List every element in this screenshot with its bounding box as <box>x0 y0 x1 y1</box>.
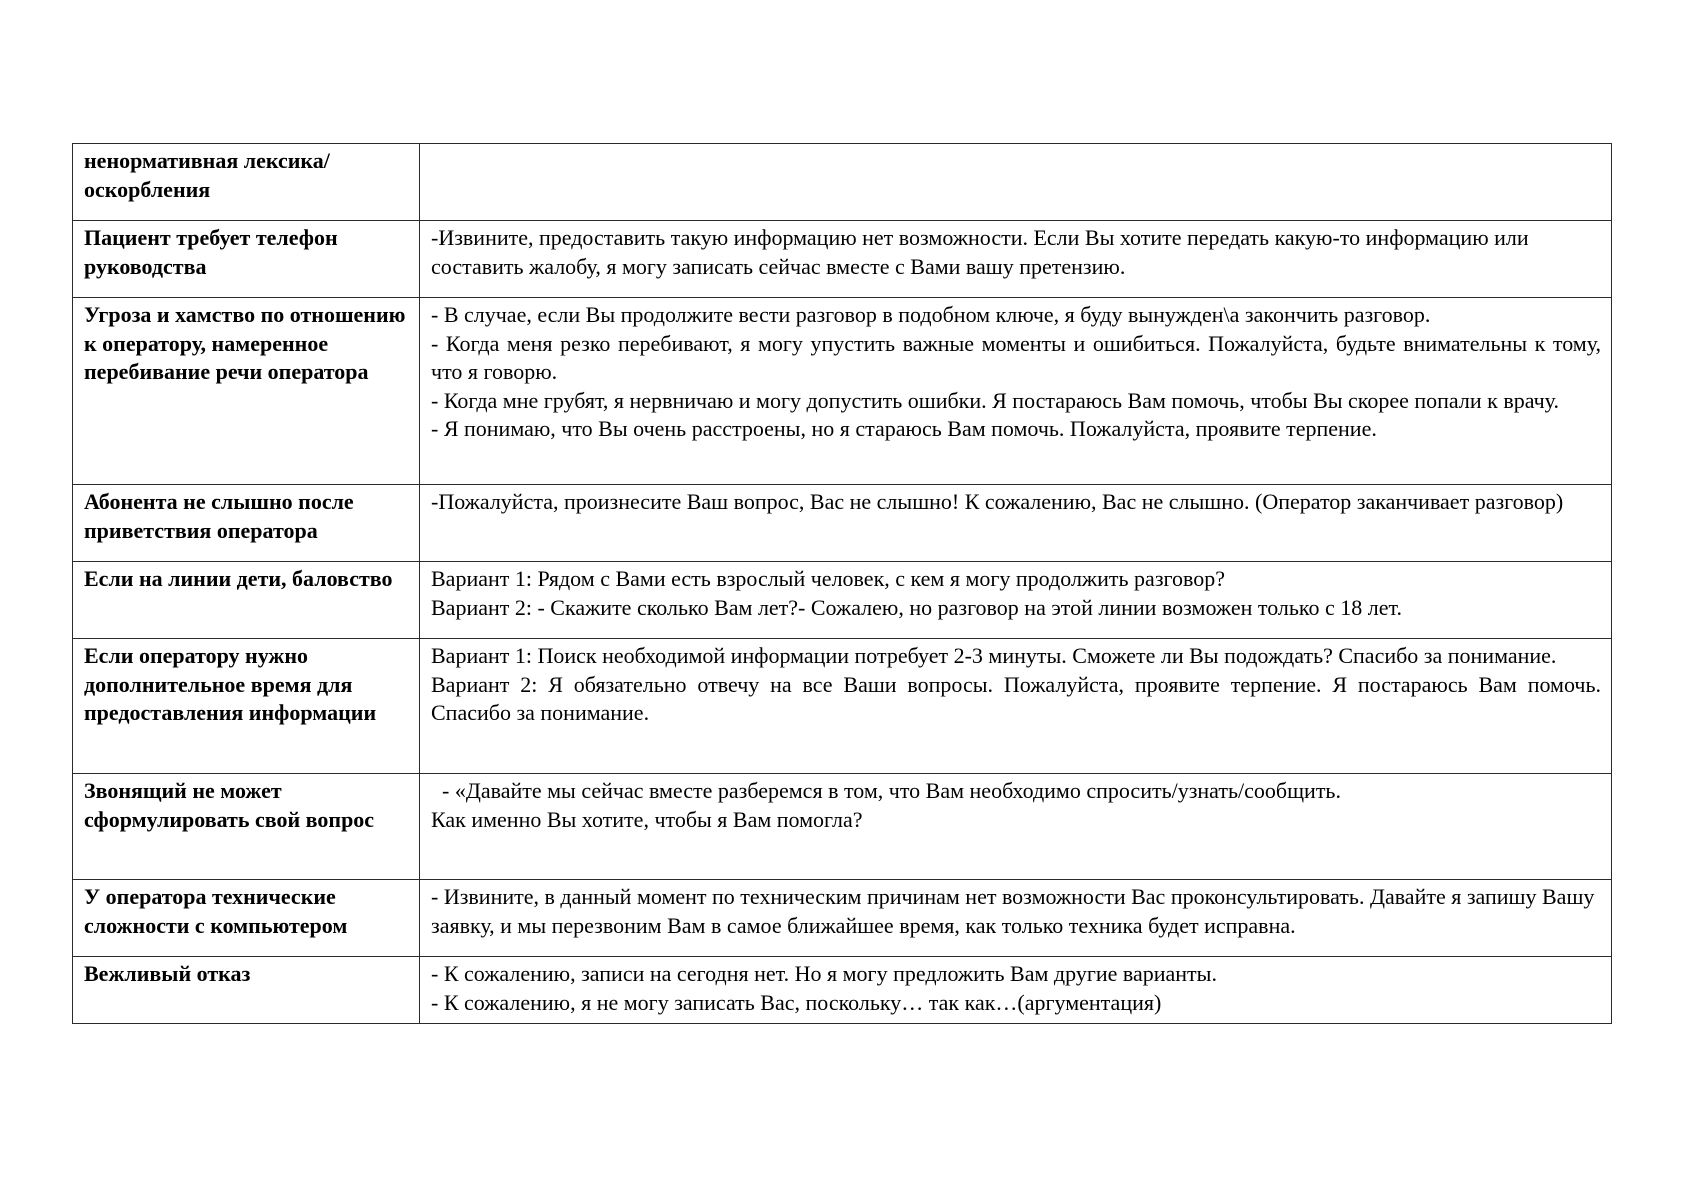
table-row <box>73 485 1612 562</box>
table-row <box>73 562 1612 639</box>
response-line: - Я понимаю, что Вы очень расстроены, но я стараюсь Вам помочь. Пожалуйста, проявите терпение. <box>431 416 1377 442</box>
response-cell <box>420 485 1612 562</box>
response-cell <box>420 880 1612 957</box>
situation-cell: ненормативная лексика/оскорбления <box>73 144 420 221</box>
response-cell <box>420 221 1612 298</box>
situation-cell: Абонента не слышно после приветствия оператора <box>73 485 420 562</box>
table-row <box>73 298 1612 485</box>
situation-cell: Вежливый отказ <box>73 957 420 1024</box>
response-cell <box>420 639 1612 774</box>
response-line: - К сожалению, записи на сегодня нет. Но я могу предложить Вам другие варианты. <box>431 961 1217 986</box>
response-cell <box>420 957 1612 1024</box>
table-row <box>73 144 1612 221</box>
response-line: Вариант 1: Поиск необходимой информации потребует 2-3 минуты. Сможете ли Вы подождать? Спасибо за понимание. <box>431 643 1557 668</box>
response-line: Вариант 2: Я обязательно отвечу на все Ваши вопросы. Пожалуйста, проявите терпение. Я постараюсь Вам помочь. Спасибо за понимание. <box>431 671 1601 726</box>
response-line: - Извините, в данный момент по техническим причинам нет возможности Вас проконсультировать. Давайте я запишу Вашу заявку, и мы перезвоним Вам в самое ближайшее время, как только техника будет исправна. <box>431 884 1595 938</box>
operator-script-table <box>72 143 1612 1024</box>
response-cell <box>420 144 1612 221</box>
response-line: - К сожалению, я не могу записать Вас, поскольку… так как…(аргументация) <box>431 989 1162 1015</box>
situation-cell: Если оператору нужно дополнительное время для предоставления информации <box>73 639 420 774</box>
response-line: -Извините, предоставить такую информацию нет возможности. Если Вы хотите передать какую-то информацию или составить жалобу, я могу записать сейчас вместе с Вами вашу претензию. <box>431 225 1529 279</box>
response-line: Как именно Вы хотите, чтобы я Вам помогла? <box>431 806 863 832</box>
response-line: Вариант 2: - Скажите сколько Вам лет?- Сожалею, но разговор на этой линии возможен только с 18 лет. <box>431 594 1402 620</box>
situation-cell: Если на линии дети, баловство <box>73 562 420 639</box>
response-line: - Когда мне грубят, я нервничаю и могу допустить ошибки. Я постараюсь Вам помочь, чтобы Вы скорее попали к врачу. <box>431 387 1559 413</box>
response-line: -Пожалуйста, произнесите Ваш вопрос, Вас не слышно! К сожалению, Вас не слышно. (Оператор заканчивает разговор) <box>431 489 1564 514</box>
table-row <box>73 880 1612 957</box>
situation-cell: Пациент требует телефон руководства <box>73 221 420 298</box>
situation-cell: У оператора технические сложности с компьютером <box>73 880 420 957</box>
situation-cell: Угроза и хамство по отношению к оператору, намеренное перебивание речи оператора <box>73 298 420 485</box>
response-line: - «Давайте мы сейчас вместе разберемся в том, что Вам необходимо спросить/узнать/сообщить. <box>431 778 1341 803</box>
response-cell <box>420 774 1612 880</box>
response-line: - В случае, если Вы продолжите вести разговор в подобном ключе, я буду вынужден\а закончить разговор. <box>431 302 1431 327</box>
table-row <box>73 774 1612 880</box>
response-line: - Когда меня резко перебивают, я могу упустить важные моменты и ошибиться. Пожалуйста, будьте внимательны к тому, что я говорю. <box>431 330 1601 385</box>
table-row <box>73 221 1612 298</box>
response-line: Вариант 1: Рядом с Вами есть взрослый человек, с кем я могу продолжить разговор? <box>431 566 1225 591</box>
response-cell <box>420 562 1612 639</box>
table-row <box>73 639 1612 774</box>
response-cell <box>420 298 1612 485</box>
table-row <box>73 957 1612 1024</box>
situation-cell: Звонящий не может сформулировать свой вопрос <box>73 774 420 880</box>
